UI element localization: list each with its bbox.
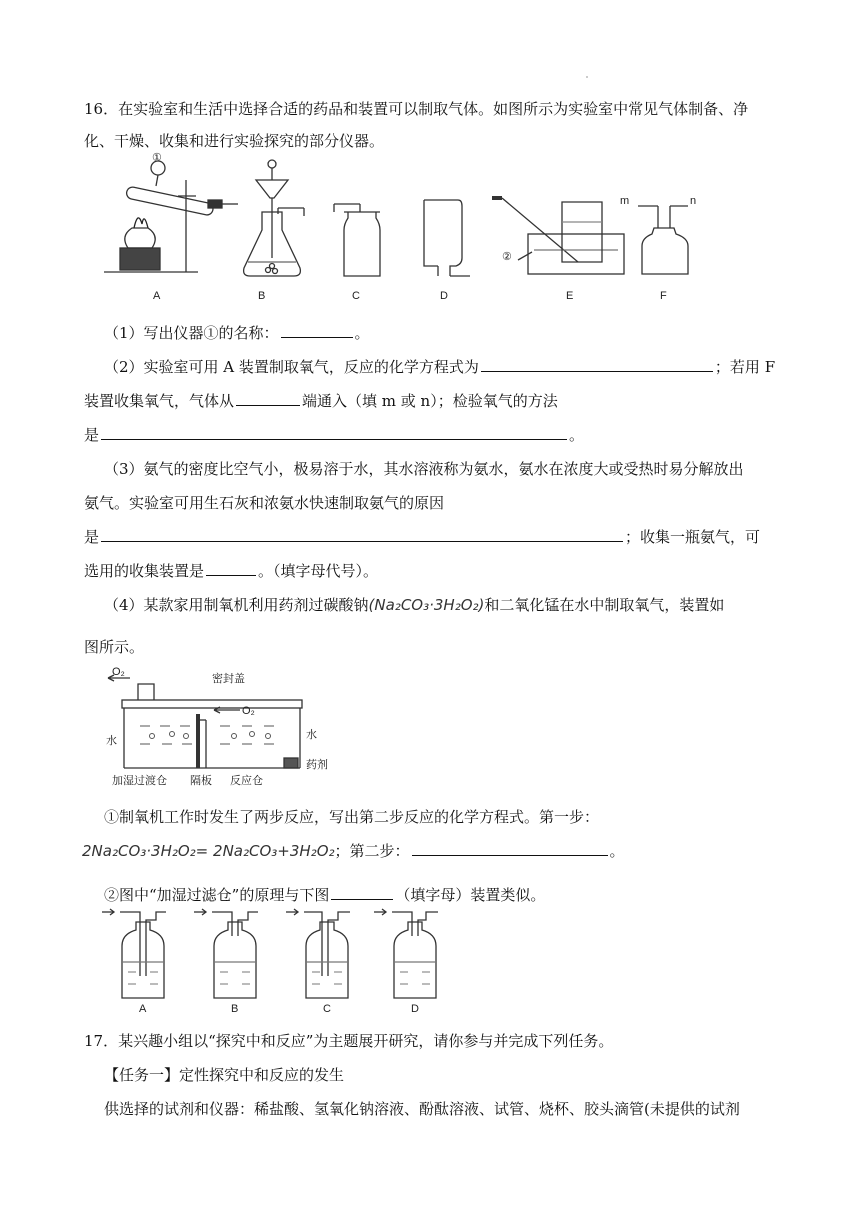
water-left-label: 水 [106, 735, 117, 747]
answer-blank[interactable] [101, 425, 567, 440]
speck [586, 76, 588, 78]
apparatus-label-b: B [258, 290, 266, 302]
q16-part2-c: 装置收集氧气，气体从 [84, 392, 235, 410]
lid-label: 密封盖 [212, 673, 245, 685]
o2-outlet-label: O₂ [112, 666, 125, 678]
q16-part3-f: 。（填字母代号）。 [258, 562, 379, 580]
wash-bottle-d [374, 909, 438, 998]
apparatus-f [638, 206, 688, 274]
port-label-n: n [690, 195, 697, 207]
apparatus-label-f: F [660, 290, 667, 302]
answer-blank[interactable] [481, 357, 713, 372]
q16-part3-e: 选用的收集装置是 [84, 562, 205, 580]
reaction-chamber-label: 反应仓 [230, 775, 263, 787]
apparatus-label-d: D [440, 290, 448, 302]
wash-bottle-a [102, 909, 166, 998]
bottle-label-d: D [411, 1003, 419, 1015]
q16-part2-d: 端通入（填 m 或 n）；检验氧气的方法 [302, 392, 558, 410]
apparatus-label-a: A [153, 290, 161, 302]
q17-intro: 某兴趣小组以“探究中和反应”为主题展开研究，请你参与并完成下列任务。 [118, 1032, 614, 1050]
oxygen-generator-figure [100, 664, 340, 788]
q16-intro-1: 在实验室和生活中选择合适的药品和装置可以制取气体。如图所示为实验室中常见气体制备、净 [118, 100, 749, 118]
apparatus-label-c: C [352, 290, 360, 302]
q16-part2-line1 [104, 356, 775, 378]
answer-blank[interactable] [236, 391, 300, 406]
q16-part1 [104, 322, 370, 344]
q16-part3-line2: 氨气。实验室可用生石灰和浓氨水快速制取氨气的原因 [84, 494, 445, 512]
q16-part2-line2 [84, 390, 558, 412]
q16-part2-b: ；若用 F [714, 358, 776, 376]
first-step-equation: 2Na₂CO₃·3H₂O₂= 2Na₂CO₃+3H₂O₂ [82, 842, 335, 860]
apparatus-figure [98, 150, 697, 308]
o2-inlet-label: O₂ [242, 705, 255, 717]
reagent-label: 药剂 [306, 759, 328, 771]
q16-part4-line1 [104, 594, 724, 616]
q16-sub1-line2 [82, 840, 625, 862]
q16-part3-c: 是 [84, 528, 100, 546]
q16-part4-b: 和二氧化锰在水中制取氧气，装置如 [484, 596, 725, 614]
q17-reagents: 供选择的试剂和仪器：稀盐酸、氢氧化钠溶液、酚酞溶液、试管、烧杯、胶头滴管(未提供的试剂 [104, 1100, 740, 1118]
apparatus-label-e: E [566, 290, 574, 302]
q16-sub2-b: （填字母）装置类似。 [395, 886, 546, 904]
answer-blank[interactable] [206, 561, 256, 576]
port-label-m: m [620, 195, 630, 207]
answer-blank[interactable] [412, 841, 608, 856]
q16-number: 16． [84, 100, 119, 118]
q16-part2-e: 是 [84, 426, 100, 444]
answer-blank[interactable] [281, 323, 353, 338]
q16-part4-line2: 图所示。 [84, 638, 145, 656]
apparatus-c [334, 204, 380, 276]
q16-sub1-c: 。 [609, 842, 625, 860]
wash-bottle-c [286, 909, 350, 998]
apparatus-b [244, 160, 304, 276]
answer-blank[interactable] [101, 527, 623, 542]
q16-part4-a: （4）某款家用制氧机利用药剂过碳酸钠 [104, 596, 369, 614]
circle-label-2: ② [502, 251, 512, 263]
partition-label: 隔板 [190, 775, 212, 787]
humidify-chamber-label: 加湿过渡仓 [112, 775, 167, 787]
q16-part2-line3 [84, 424, 584, 446]
q16-part3-line3 [84, 526, 760, 548]
q17-number: 17． [84, 1032, 119, 1050]
circle-label-1: ① [152, 152, 162, 164]
q16-part2-f: 。 [569, 426, 585, 444]
wash-bottle-figure [100, 906, 460, 1014]
q16-part3-line4 [84, 560, 378, 582]
q16-part1-end: 。 [354, 324, 370, 342]
bottle-label-a: A [139, 1003, 147, 1015]
apparatus-a [104, 161, 238, 272]
q16-part3-line1: （3）氨气的密度比空气小，极易溶于水，其水溶液称为氨水，氨水在浓度大或受热时易分解放出 [104, 460, 744, 478]
q16-sub1-line1: ①制氧机工作时发生了两步反应，写出第二步反应的化学方程式。第一步： [104, 808, 600, 826]
sodium-percarbonate-formula: (Na₂CO₃·3H₂O₂) [368, 596, 485, 614]
apparatus-d [424, 200, 470, 276]
water-right-label: 水 [306, 729, 317, 741]
q16-part3-d: ；收集一瓶氨气，可 [625, 528, 761, 546]
q16-part2-a: （2）实验室可用 A 装置制取氧气，反应的化学方程式为 [104, 358, 479, 376]
q16-part1-text: （1）写出仪器①的名称： [104, 324, 279, 342]
q17-intro-line [84, 1030, 613, 1052]
q16-intro-line-1 [84, 98, 748, 120]
answer-blank[interactable] [331, 885, 393, 900]
wash-bottle-b [194, 909, 258, 998]
q16-sub1-b: ；第二步： [334, 842, 410, 860]
q16-sub2-a: ②图中“加湿过滤仓”的原理与下图 [104, 886, 330, 904]
q17-task1: 【任务一】定性探究中和反应的发生 [104, 1066, 345, 1084]
bottle-label-b: B [231, 1003, 239, 1015]
q16-intro-2: 化、干燥、收集和进行实验探究的部分仪器。 [84, 132, 385, 150]
bottle-label-c: C [323, 1003, 331, 1015]
q16-sub2-line [104, 884, 545, 906]
